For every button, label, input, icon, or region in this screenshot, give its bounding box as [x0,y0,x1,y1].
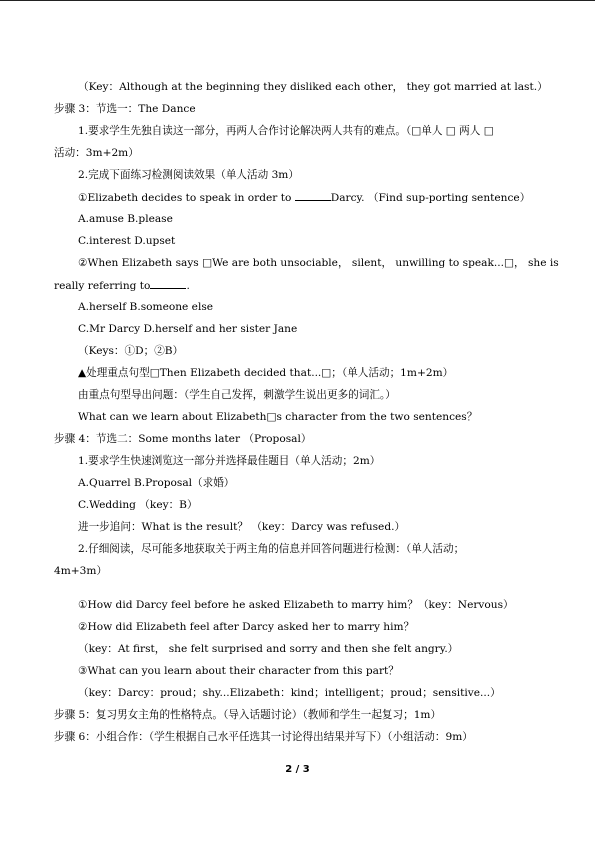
question-text: really referring to [54,280,151,292]
question-line: ①How did Darcy feel before he asked Elizabeth to marry him？（key：Nervous） [78,599,514,611]
text-line: 由重点句型导出问题：（学生自己发挥，刺激学生说出更多的词汇。） [78,389,396,401]
text-line: 1.要求学生先独自读这一部分，再两人合作讨论解决两人共有的难点。（□单人 □ 两人 □ [78,125,494,137]
text-line: ▲处理重点句型□Then Elizabeth decided that...□；（单人活动；1m+2m） [78,367,454,379]
text-line: （Key：Although at the beginning they disliked each other， they got married at last.） [78,81,548,93]
question-text: ①Elizabeth decides to speak in order to [78,192,295,204]
question-line: ②How did Elizabeth feel after Darcy asked her to marry him？ [78,621,415,633]
option-line: C.Wedding （key：B） [78,499,198,511]
step-heading: 步骤 6：小组合作：（学生根据自己水平任选其一讨论得出结果并写下）（小组活动：9m） [54,731,473,743]
step-heading: 步骤 4：节选二：Some months later （Proposal） [54,433,312,445]
text-line: 活动：3m+2m） [54,147,139,159]
keys-line: （key：At first， she felt surprised and sorry and then she felt angry.） [78,643,459,655]
option-line: A.Quarrel B.Proposal（求婚） [78,477,235,489]
step-heading: 步骤 3：节选一：The Dance [54,103,196,115]
text-line: 2.仔细阅读，尽可能多地获取关于两主角的信息并回答问题进行检测：（单人活动； [78,543,465,555]
keys-line: （Keys：①D；②B） [78,345,184,357]
keys-line: （key：Darcy：proud；shy...Elizabeth：kind；intelligent；proud；sensitive...） [78,687,501,699]
text-line: 1.要求学生快速浏览这一部分并选择最佳题目（单人活动；2m） [78,455,381,467]
option-line: A.amuse B.please [78,213,173,225]
answer-blank [150,278,186,289]
question-text: . [186,280,190,292]
option-line: C.interest D.upset [78,235,176,247]
option-line: C.Mr Darcy D.herself and her sister Jane [78,323,298,335]
text-line: 4m+3m） [54,565,108,577]
option-line: A.herself B.someone else [78,301,214,313]
text-line: 2.完成下面练习检测阅读效果（单人活动 3m） [78,169,299,181]
answer-blank [295,190,331,201]
question-line [0,190,595,205]
text-line: What can we learn about Elizabeth□s character from the two sentences？ [78,411,478,423]
text-line: 进一步追问：What is the result？ （key：Darcy was refused.） [78,521,406,533]
page-number: 2 / 3 [285,764,310,775]
question-text: Darcy. （Find sup-porting sentence） [330,192,531,204]
question-line [0,278,595,293]
question-line: ②When Elizabeth says □We are both unsociable， silent， unwilling to speak...□， she is [78,257,559,269]
question-line: ③What can you learn about their character from this part？ [78,665,399,677]
step-heading: 步骤 5：复习男女主角的性格特点。（导入话题讨论）（教师和学生一起复习；1m） [54,709,442,721]
